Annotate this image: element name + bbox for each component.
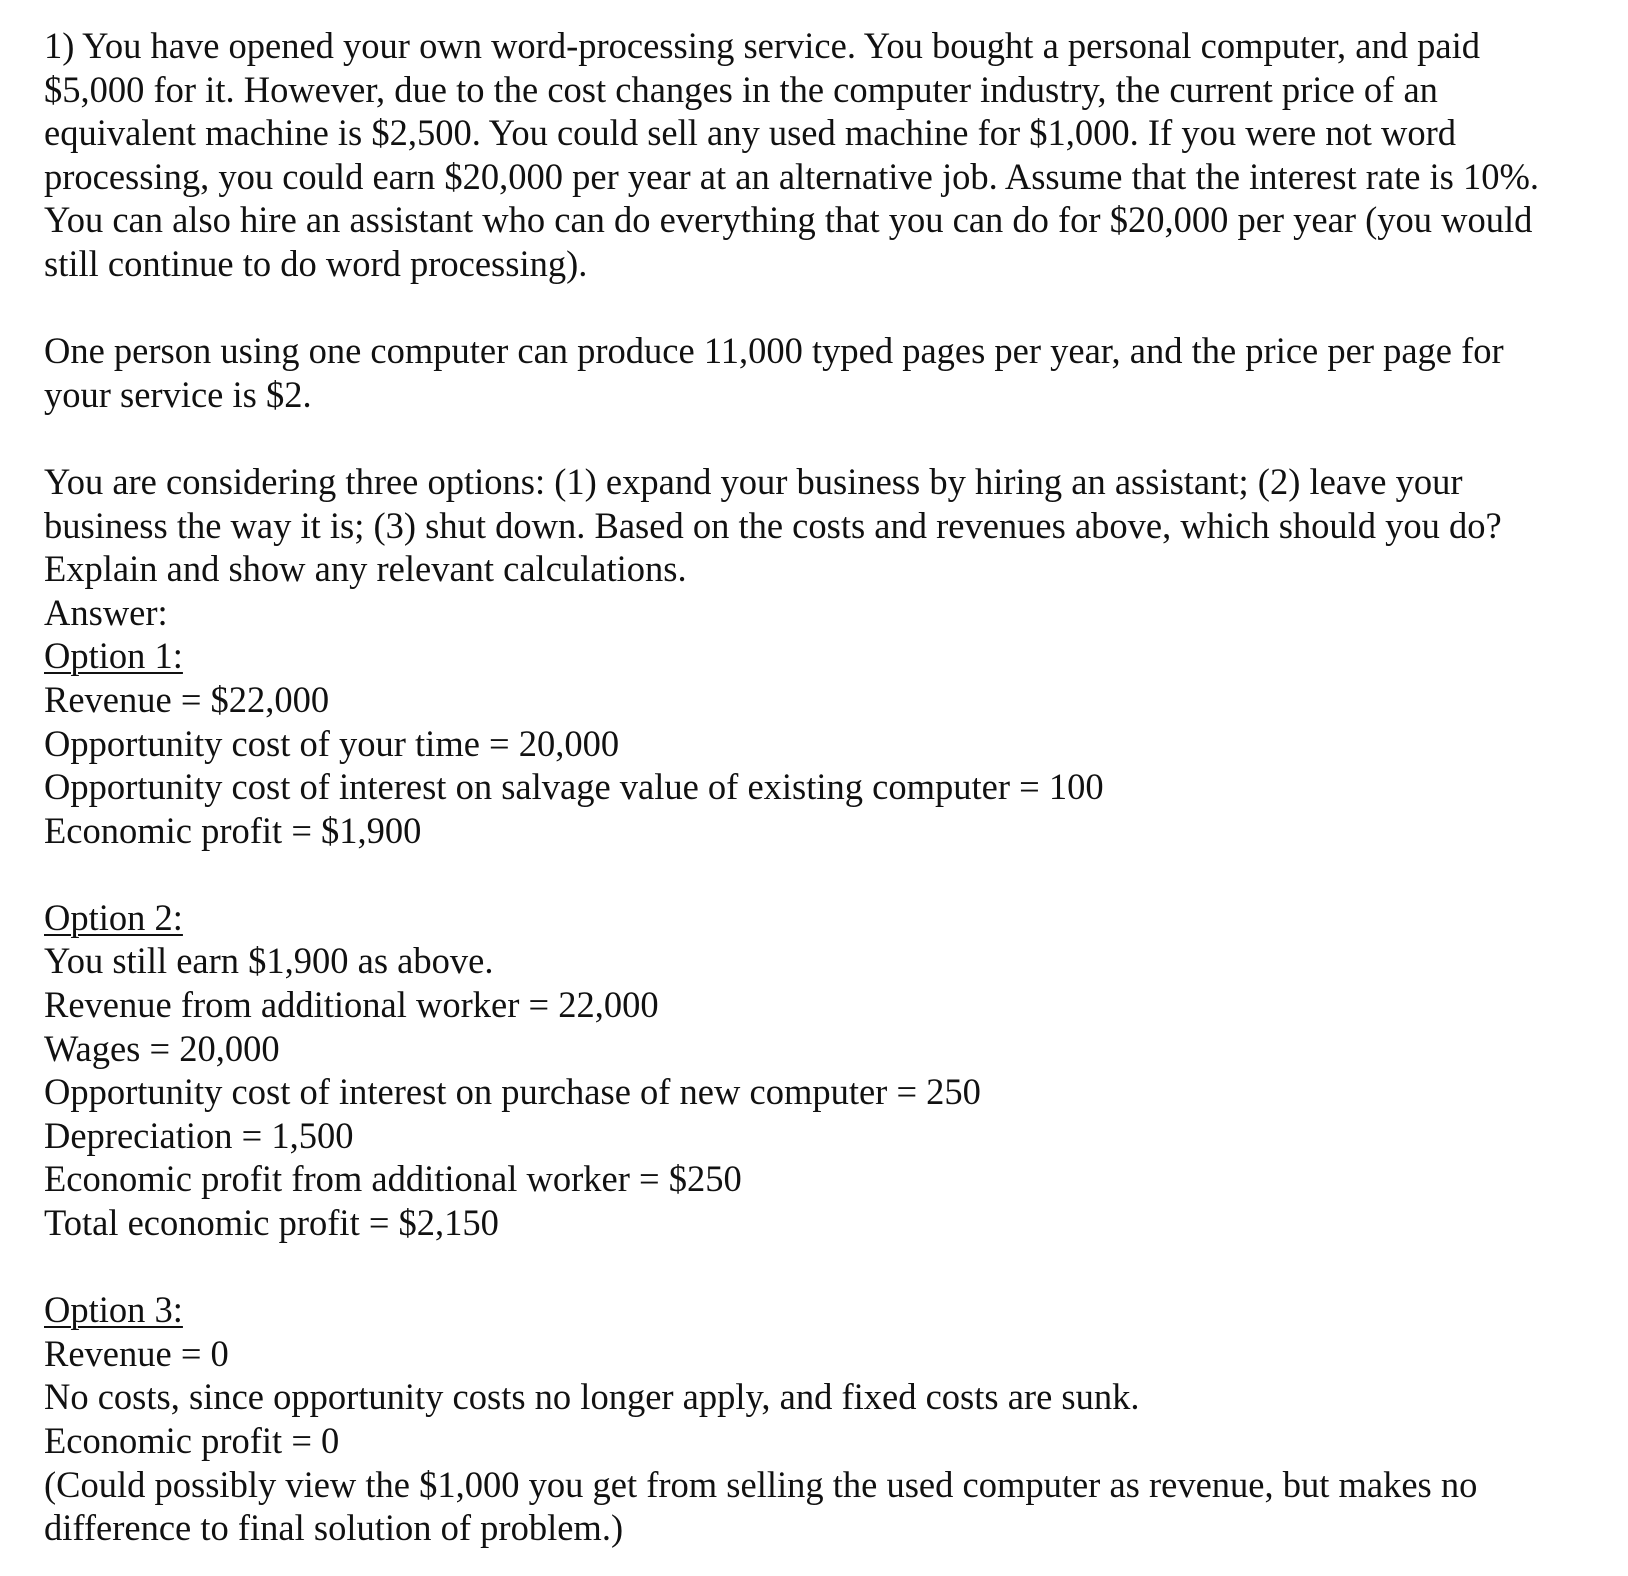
option-1-line: Opportunity cost of interest on salvage value of existing computer = 100 <box>44 766 1104 808</box>
option-1-line: Revenue = $22,000 <box>44 678 330 720</box>
option-1-line: Opportunity cost of your time = 20,000 <box>44 722 620 764</box>
option-2-line: Total economic profit = $2,150 <box>44 1202 499 1244</box>
spacer <box>44 852 1568 896</box>
spacer <box>44 416 1568 460</box>
question-paragraph-1: 1) You have opened your own word-processing service. You bought a personal computer, and paid $5,000 for it. However, due to the cost changes in the computer industry, the current price of an equivalent machine is $2,500. You could sell any used machine for $1,000. If you were not word processing, you could earn $20,000 per year at an alternative job. Assume that the interest rate is 10%. You can also hire an assistant who can do everything that you can do for $20,000 per year (you would still continue to do word processing). <box>44 25 1540 284</box>
option-2-line: Opportunity cost of interest on purchase of new computer = 250 <box>44 1071 981 1113</box>
option-3-line: Revenue = 0 <box>44 1332 229 1374</box>
option-3-note: (Could possibly view the $1,000 you get from selling the used computer as revenue, but makes no difference to final solution of problem.) <box>44 1463 1478 1549</box>
option-2-section <box>44 896 1568 1245</box>
option-2-line: Depreciation = 1,500 <box>44 1114 354 1156</box>
spacer <box>44 286 1568 330</box>
option-1-heading: Option 1: <box>44 635 183 677</box>
option-1-section <box>44 634 1568 852</box>
question-paragraph-2: One person using one computer can produce 11,000 typed pages per year, and the price per page for your service is $2. <box>44 330 1504 415</box>
option-2-line: Wages = 20,000 <box>44 1027 280 1069</box>
option-2-line: Revenue from additional worker = 22,000 <box>44 984 659 1026</box>
option-2-line: Economic profit from additional worker = $250 <box>44 1158 742 1200</box>
option-1-line: Economic profit = $1,900 <box>44 809 422 851</box>
option-3-heading: Option 3: <box>44 1289 183 1331</box>
question-paragraph-3: You are considering three options: (1) expand your business by hiring an assistant; (2) leave your business the way it is; (3) shut down. Based on the costs and revenues above, which should you do? Explain and show any relevant calculations. <box>44 460 1502 590</box>
option-3-section <box>44 1288 1568 1550</box>
option-2-line: You still earn $1,900 as above. <box>44 940 494 982</box>
spacer <box>44 1245 1568 1289</box>
option-2-heading: Option 2: <box>44 896 183 938</box>
answer-label: Answer: <box>44 591 168 633</box>
option-3-line: No costs, since opportunity costs no longer apply, and fixed costs are sunk. <box>44 1376 1140 1418</box>
option-3-line: Economic profit = 0 <box>44 1420 340 1461</box>
